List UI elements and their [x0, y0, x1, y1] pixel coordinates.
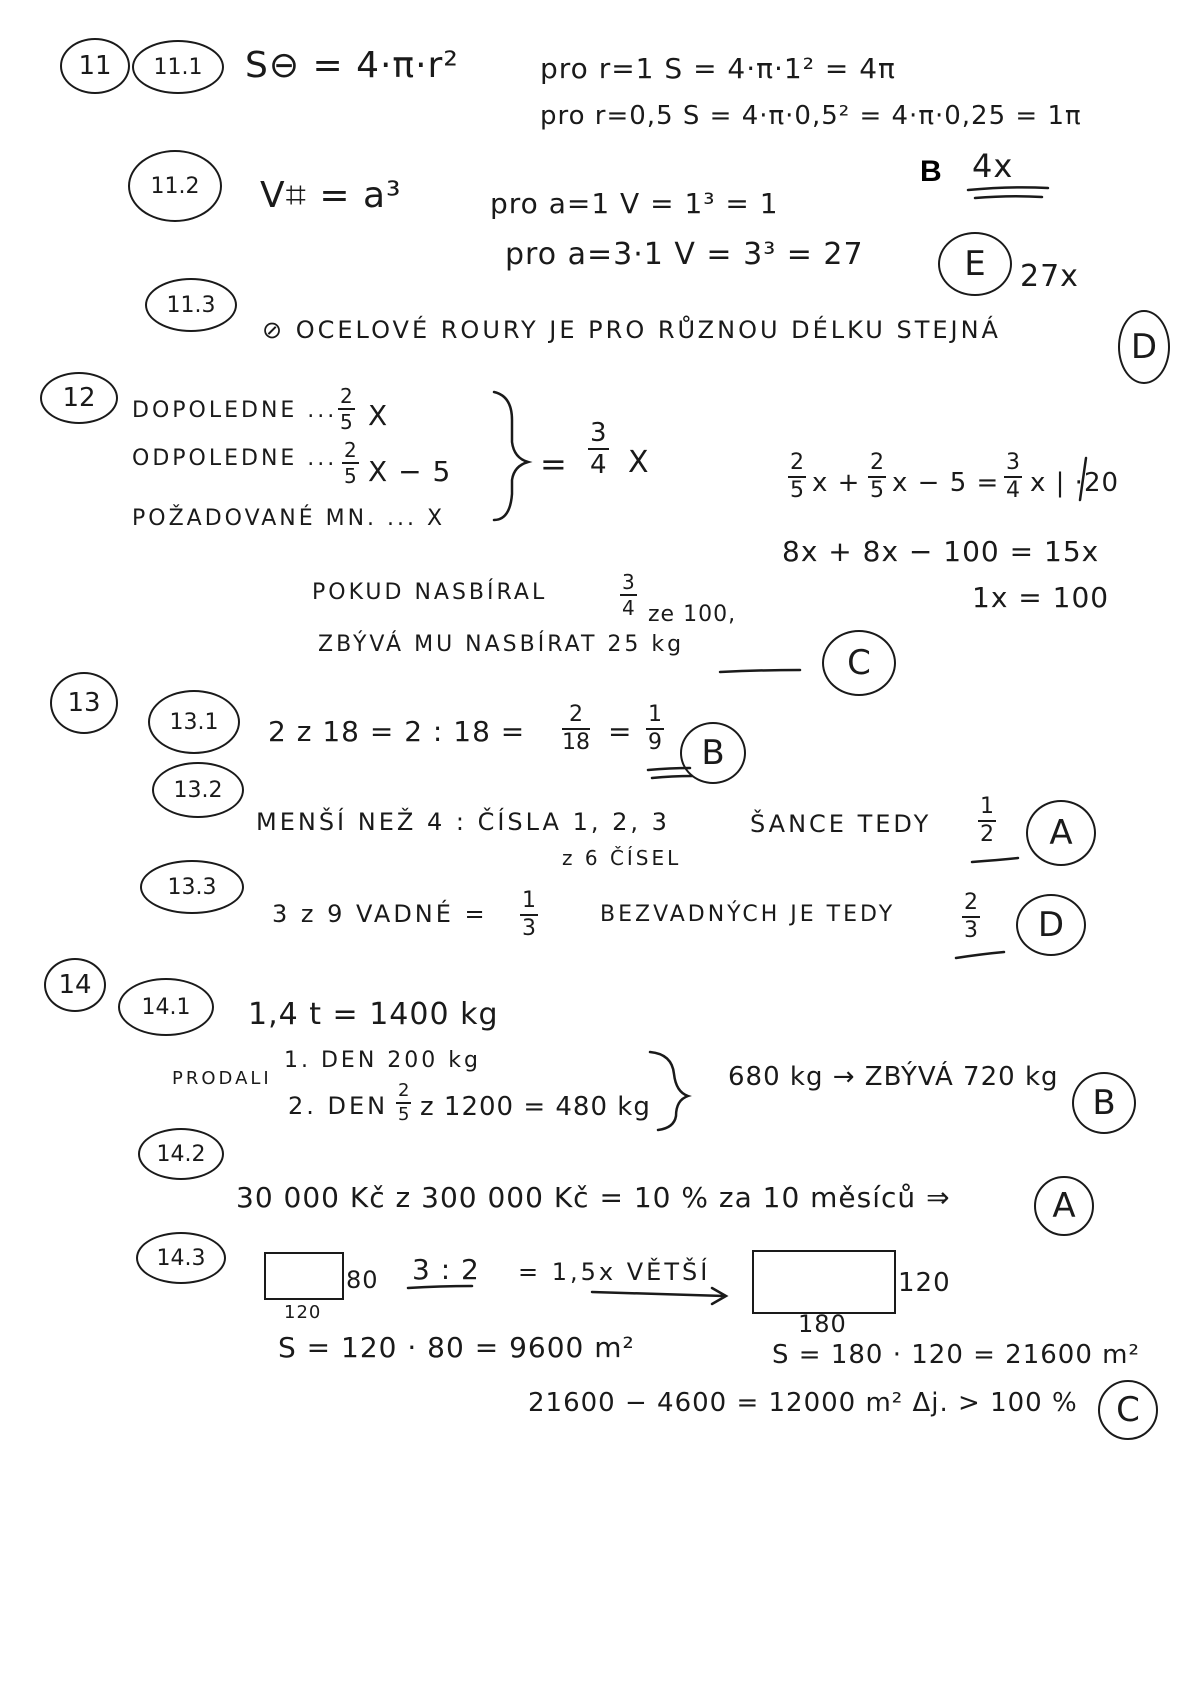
brace-12 [494, 392, 528, 520]
ratio-text-14-3: = 1,5x VĚTŠÍ [518, 1258, 711, 1286]
underline-3-2 [408, 1286, 472, 1288]
eq12-fraction-1: $\frac{2}{5}$ [790, 450, 804, 503]
frac-13-1-a: $\frac{2}{18}$ [562, 702, 590, 755]
text-11-3: ⊘ OCELOVÉ ROURY JE PRO RŮZNOU DÉLKU STEJNÁ [262, 316, 1001, 344]
result-11-2: 27x [1020, 259, 1079, 294]
note12-fraction: $\frac{3}{4}$ [622, 570, 635, 620]
underline-4x-2 [975, 196, 1042, 198]
row-dopoledne-fraction: $\frac{2}{5}$ [340, 384, 353, 434]
ratio-14-3: 3 : 2 [412, 1253, 480, 1286]
formula-11-1: S⊖ = 4·π·r² [245, 45, 459, 86]
underline-2-3 [956, 952, 1004, 958]
eq12-fraction-2: $\frac{2}{5}$ [870, 450, 884, 503]
question-11-2-number: 11.2 [128, 150, 222, 222]
row-pozadovane: POŽADOVANÉ MN. ... X [132, 506, 446, 531]
question-14-1-number: 14.1 [118, 978, 214, 1036]
formula-11-2: V⌗ = a³ [260, 175, 402, 216]
case-11-1-b: pro r=0,5 S = 4·π·0,5² = 4·π·0,25 = 1π [540, 101, 1082, 131]
answer-13-1: B [680, 722, 746, 784]
line-14-1-c-a: 2. DEN [288, 1092, 389, 1120]
answer-14-3: C [1098, 1380, 1158, 1440]
brace-equals: = [540, 445, 568, 483]
answer-13-2: A [1026, 800, 1096, 866]
sub-13-2: z 6 ČÍSEL [562, 846, 682, 870]
frac-13-3-a: $\frac{1}{3}$ [522, 888, 536, 941]
text-13-3-b: BEZVADNÝCH JE TEDY [600, 902, 896, 927]
section-12-number: 12 [40, 372, 118, 424]
question-11-3-number: 11.3 [145, 278, 237, 332]
arrow-14-3 [592, 1288, 726, 1304]
underline-1-9-b [652, 776, 692, 778]
row-odpoledne-fraction: $\frac{2}{5}$ [344, 438, 357, 488]
area-14-3-a: S = 120 · 80 = 9600 m² [278, 1331, 635, 1364]
answer-12: C [822, 630, 896, 696]
eq-13-1: = [608, 715, 633, 748]
row-odpoledne-label: ODPOLEDNE ... [132, 446, 338, 471]
underline-1-9 [648, 768, 690, 770]
section-11-number: 11 [60, 38, 130, 94]
row-dopoledne-var: X [368, 399, 389, 432]
section-14-number: 14 [44, 958, 106, 1012]
question-13-3-number: 13.3 [140, 860, 244, 914]
eq12-line-2: 8x + 8x − 100 = 15x [782, 535, 1100, 568]
underline-25kg [720, 670, 800, 672]
label-14-1-prodali: PRODALI [172, 1068, 272, 1089]
note12-ze100: ze 100, [648, 602, 737, 627]
eq12-mid-2: x − 5 = [892, 468, 1000, 498]
question-14-3-number: 14.3 [136, 1232, 226, 1284]
printed-answer-b: B [920, 155, 942, 188]
section-13-number: 13 [50, 672, 118, 734]
frac-13-2: $\frac{1}{2}$ [980, 794, 994, 847]
rectangle-2-height: 120 [898, 1268, 951, 1298]
answer-14-2: A [1034, 1176, 1094, 1236]
question-11-1-number: 11.1 [132, 40, 224, 94]
chance-13-2: ŠANCE TEDY [750, 810, 932, 838]
eq12-mid: x + [812, 468, 861, 498]
frac-14-1: $\frac{2}{5}$ [398, 1080, 410, 1125]
question-13-1-number: 13.1 [148, 690, 240, 754]
line-14-1-a: 1,4 t = 1400 kg [248, 997, 499, 1032]
line-14-1-c-b: z 1200 = 480 kg [420, 1092, 651, 1122]
answer-13-3: D [1016, 894, 1086, 956]
answer-11-2: E [938, 232, 1012, 296]
note12-line-2: ZBÝVÁ MU NASBÍRAT 25 kg [318, 632, 685, 657]
brace-var: X [628, 445, 650, 480]
text-14-2: 30 000 Kč z 300 000 Kč = 10 % za 10 měsíců ⇒ [236, 1181, 951, 1214]
case-11-1-a: pro r=1 S = 4·π·1² = 4π [540, 52, 896, 85]
underline-4x [968, 187, 1048, 190]
text-13-2: MENŠÍ NEŽ 4 : ČÍSLA 1, 2, 3 [256, 808, 670, 836]
underline-1-2 [972, 858, 1018, 862]
rectangle-2-width: 180 [798, 1310, 847, 1338]
case-11-2-b: pro a=3·1 V = 3³ = 27 [505, 237, 864, 272]
row-dopoledne-label: DOPOLEDNE ... [132, 398, 338, 423]
line-14-1-b: 1. DEN 200 kg [284, 1048, 481, 1073]
result-11-1: 4x [972, 147, 1014, 185]
row-odpoledne-rest: X − 5 [368, 455, 452, 488]
rectangle-1-height: 80 [346, 1266, 379, 1294]
eq12-fraction-3: $\frac{3}{4}$ [1006, 450, 1020, 503]
eq12-end: x | ·20 [1030, 468, 1120, 498]
note12-line-1: POKUD NASBÍRAL [312, 580, 548, 605]
frac-13-1-b: $\frac{1}{9}$ [648, 702, 662, 755]
answer-11-3: D [1118, 310, 1170, 384]
result-14-1: 680 kg → ZBÝVÁ 720 kg [728, 1062, 1059, 1092]
divider-eq12 [1080, 458, 1086, 500]
question-13-2-number: 13.2 [152, 762, 244, 818]
case-11-2-a: pro a=1 V = 1³ = 1 [490, 187, 779, 220]
diff-14-3: 21600 − 4600 = 12000 m² Δj. > 100 % [528, 1388, 1078, 1418]
expr-13-1: 2 z 18 = 2 : 18 = [268, 715, 526, 748]
eq12-line-3: 1x = 100 [972, 581, 1110, 614]
frac-13-3-b: $\frac{2}{3}$ [964, 890, 978, 943]
answer-14-1: B [1072, 1072, 1136, 1134]
brace-fraction: $\frac{3}{4}$ [590, 418, 607, 480]
area-14-3-b: S = 180 · 120 = 21600 m² [772, 1340, 1140, 1370]
rectangle-1-width: 120 [284, 1302, 322, 1323]
question-14-2-number: 14.2 [138, 1128, 224, 1180]
brace-14-1 [650, 1052, 688, 1130]
text-13-3: 3 z 9 VADNÉ = [272, 900, 488, 928]
